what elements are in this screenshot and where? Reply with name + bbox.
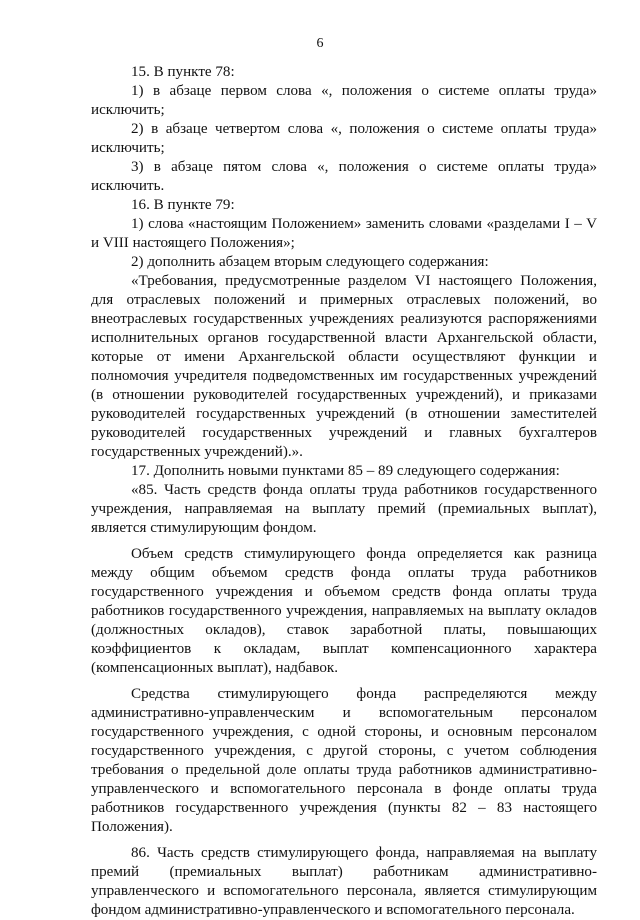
paragraph-item-86: 86. Часть средств стимулирующего фонда, направляемая на выплату премий (премиальных выплат) работникам административно-управленческого и вспомогательного персонала, является стимулирующим фондом административно-управленческого и вспомогательного персонала. bbox=[91, 845, 597, 918]
paragraph-item-17: 17. Дополнить новыми пунктами 85 – 89 следующего содержания: bbox=[131, 463, 560, 479]
paragraph-item-85: «85. Часть средств фонда оплаты труда работников государственного учреждения, направляемая на выплату премий (премиальных выплат), является стимулирующим фондом. bbox=[91, 482, 597, 536]
paragraph-fund-volume: Объем средств стимулирующего фонда определяется как разница между общим объемом средств фонда оплаты труда работников государственного учреждения и объемом средств фонда оплаты труда работников государственного учреждения, направляемых на выплату окладов (должностных окладов), ставок заработной платы, повышающих коэффициентов к окладам, выплат компенсационного характера (компенсационных выплат), надбавок. bbox=[91, 546, 597, 676]
paragraph-fund-distribution: Средства стимулирующего фонда распределяются между административно-управленческим и вспомогательным персоналом государственного учреждения, с одной стороны, и основным персоналом государственного учреждения, с другой стороны, с учетом соблюдения требования о предельной доле оплаты труда работников административно-управленческого и вспомогательного персонала в фонде оплаты труда работников государственного учреждения (пункты 82 – 83 настоящего Положения). bbox=[91, 686, 597, 835]
paragraph-item-16-1: 1) слова «настоящим Положением» заменить словами «разделами I – V и VIII настоящего Положения»; bbox=[91, 216, 597, 251]
paragraph-quote-requirements: «Требования, предусмотренные разделом VI настоящего Положения, для отраслевых положений и примерных отраслевых положений, во внеотраслевых государственных учреждениях реализуются распоряжениями исполнительных органов государственной власти Архангельской области, которые от имени Архангельской области осуществляют функции и полномочия учредителя подведомственных им государственных учреждений (в отношении руководителей государственных учреждений), и приказами руководителей государственных учреждений (в отношении заместителей руководителей государственных учреждений и главных бухгалтеров государственных учреждений).». bbox=[91, 273, 597, 460]
paragraph-item-16: 16. В пункте 79: bbox=[131, 197, 235, 213]
document-body bbox=[91, 63, 597, 920]
paragraph-item-15-2: 2) в абзаце четвертом слова «, положения о системе оплаты труда» исключить; bbox=[91, 121, 597, 156]
page-number: 6 bbox=[316, 36, 324, 51]
paragraph-item-15: 15. В пункте 78: bbox=[131, 64, 235, 80]
paragraph-item-15-3: 3) в абзаце пятом слова «, положения о системе оплаты труда» исключить. bbox=[91, 159, 597, 194]
paragraph-item-16-2: 2) дополнить абзацем вторым следующего содержания: bbox=[131, 254, 489, 270]
paragraph-item-15-1: 1) в абзаце первом слова «, положения о системе оплаты труда» исключить; bbox=[91, 83, 597, 118]
